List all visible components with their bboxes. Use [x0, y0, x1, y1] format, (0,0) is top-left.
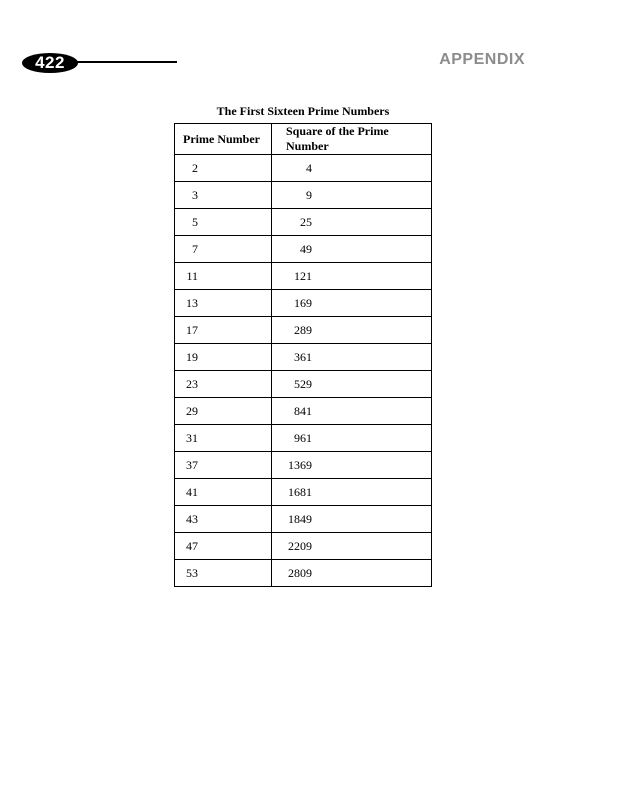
prime-cell: 41	[175, 479, 272, 506]
prime-cell: 29	[175, 398, 272, 425]
prime-cell: 43	[175, 506, 272, 533]
prime-cell: 3	[175, 182, 272, 209]
table-row	[175, 560, 432, 587]
header-rule	[76, 61, 177, 63]
square-cell: 289	[272, 317, 432, 344]
square-cell: 841	[272, 398, 432, 425]
table-row	[175, 263, 432, 290]
prime-cell: 23	[175, 371, 272, 398]
page-number-badge: 422	[22, 53, 78, 73]
section-title: APPENDIX	[439, 51, 525, 68]
square-cell: 1849	[272, 506, 432, 533]
table-row	[175, 317, 432, 344]
table-row	[175, 155, 432, 182]
prime-cell: 47	[175, 533, 272, 560]
table-row	[175, 371, 432, 398]
square-cell: 49	[272, 236, 432, 263]
square-cell: 961	[272, 425, 432, 452]
square-cell: 4	[272, 155, 432, 182]
table-row	[175, 479, 432, 506]
square-cell: 1369	[272, 452, 432, 479]
square-cell: 361	[272, 344, 432, 371]
square-cell: 169	[272, 290, 432, 317]
square-cell: 25	[272, 209, 432, 236]
prime-cell: 2	[175, 155, 272, 182]
table-caption: The First Sixteen Prime Numbers	[216, 104, 390, 118]
table-row	[175, 344, 432, 371]
table-row	[175, 182, 432, 209]
square-cell: 9	[272, 182, 432, 209]
prime-cell: 13	[175, 290, 272, 317]
square-cell: 529	[272, 371, 432, 398]
prime-cell: 17	[175, 317, 272, 344]
prime-cell: 31	[175, 425, 272, 452]
square-cell: 121	[272, 263, 432, 290]
table-row	[175, 425, 432, 452]
square-cell: 1681	[272, 479, 432, 506]
prime-cell: 7	[175, 236, 272, 263]
square-cell: 2209	[272, 533, 432, 560]
prime-cell: 11	[175, 263, 272, 290]
prime-cell: 5	[175, 209, 272, 236]
square-cell: 2809	[288, 565, 312, 580]
table-row	[175, 398, 432, 425]
column-header-prime: Prime Number	[175, 124, 272, 155]
table-row	[175, 236, 432, 263]
table-header-row	[175, 124, 432, 155]
table-row	[175, 506, 432, 533]
table-row	[175, 290, 432, 317]
prime-cell: 53	[175, 560, 272, 587]
prime-cell: 37	[175, 452, 272, 479]
column-header-square: Square of the Prime Number	[272, 124, 432, 155]
prime-cell: 19	[175, 344, 272, 371]
table-row	[175, 209, 432, 236]
table-row	[175, 533, 432, 560]
table-row	[175, 452, 432, 479]
primes-table	[174, 123, 432, 587]
